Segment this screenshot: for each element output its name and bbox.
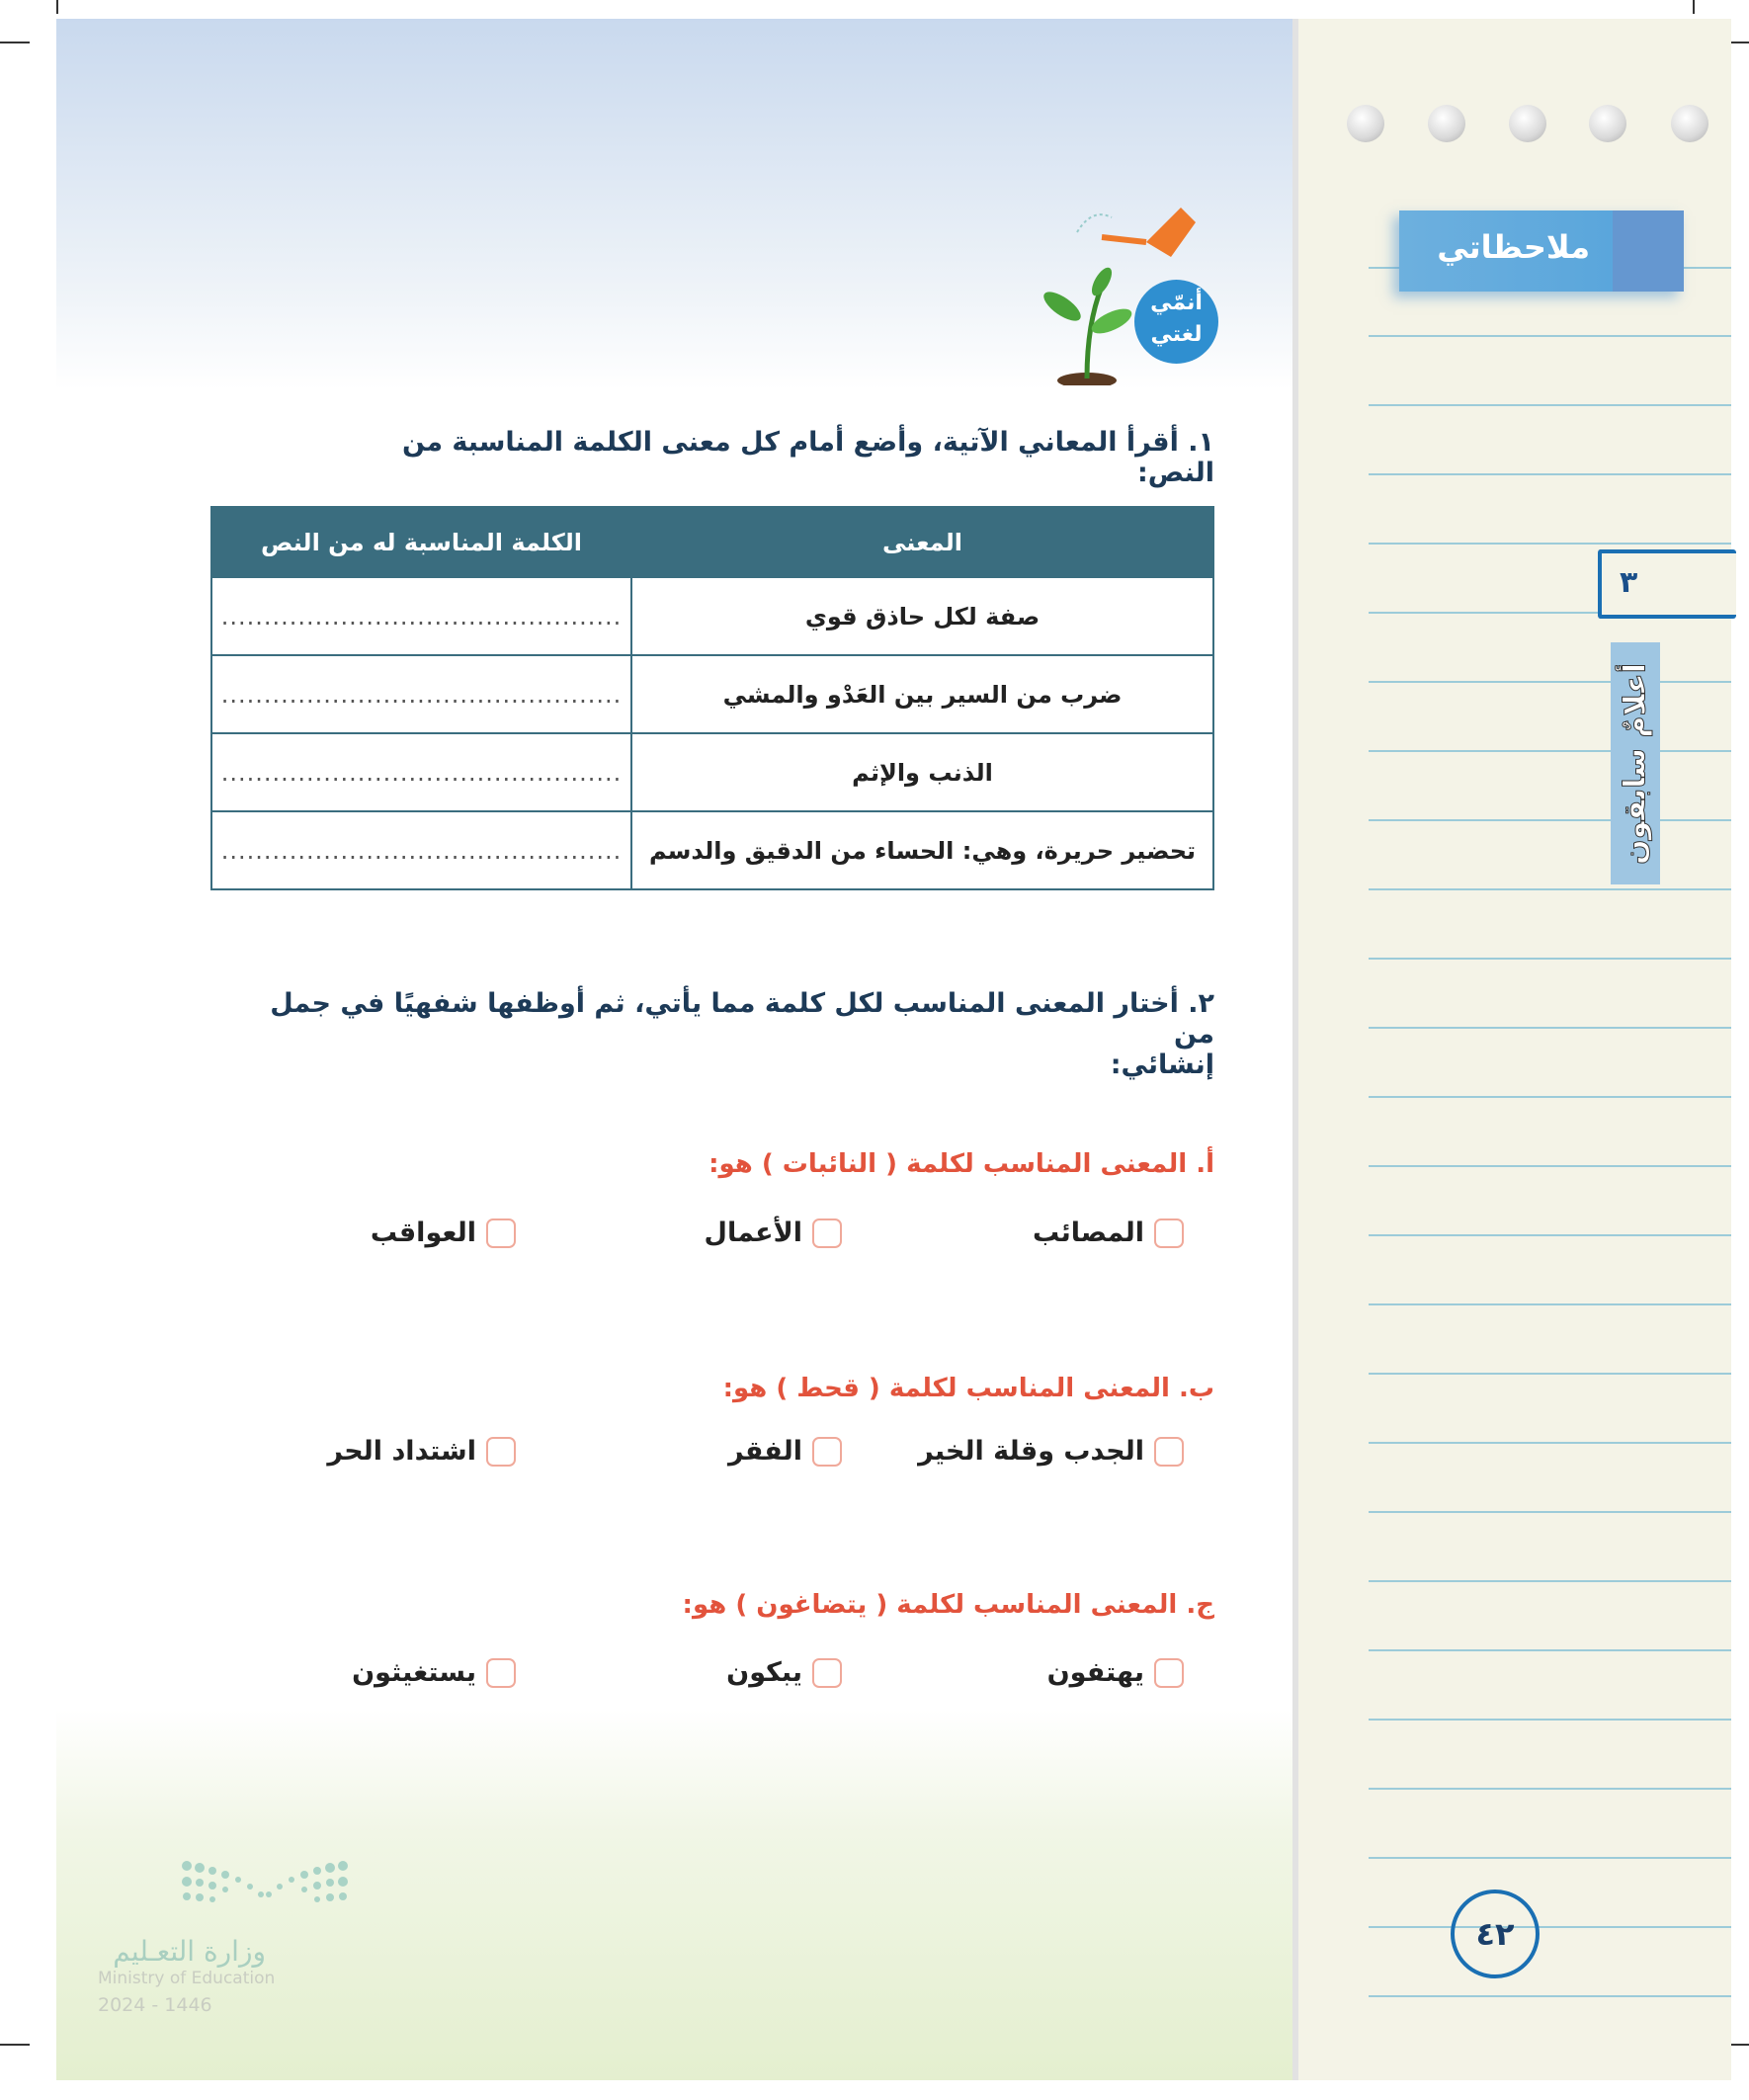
checkbox[interactable] (1154, 1658, 1184, 1688)
answer-field[interactable]: ............................................... (211, 655, 631, 733)
binder-hole-icon (1509, 105, 1546, 142)
table-row: ضرب من السير بين العَدْو والمشي ............................................... (211, 655, 1213, 733)
checkbox[interactable] (812, 1658, 842, 1688)
option-b2[interactable]: الفقر (728, 1436, 842, 1467)
table-row: صفة لكل حاذق قوي ............................................... (211, 577, 1213, 655)
checkbox[interactable] (1154, 1437, 1184, 1467)
meanings-table (210, 506, 1214, 890)
logo-dots-icon (182, 1858, 439, 1917)
table-row: الذنب والإثم ............................................... (211, 733, 1213, 811)
checkbox[interactable] (486, 1658, 516, 1688)
notes-title: ملاحظاتي (1437, 228, 1590, 266)
question-2-title: ٢. أختار المعنى المناسب لكل كلمة مما يأتي، ثم أوظفها شفهيًا في جمل من (270, 988, 1214, 1050)
option-a2[interactable]: الأعمال (705, 1218, 842, 1248)
unit-number-box: ٣ (1598, 549, 1736, 619)
page-number: ٤٢ (1451, 1890, 1540, 1978)
answer-field[interactable]: ............................................... (211, 811, 631, 889)
badge-my-language: أنمّي لغتي (1134, 280, 1218, 364)
item-b-prompt: ب. المعنى المناسب لكلمة ( قحط ) هو: (722, 1374, 1214, 1403)
option-b1[interactable]: الجدب وقلة الخير (918, 1436, 1184, 1467)
option-c3[interactable]: يستغيثون (352, 1657, 516, 1688)
option-a1[interactable]: المصائب (1033, 1218, 1184, 1248)
ministry-logo: وزارة التعـليم Ministry of Education 2024 - 1446 (98, 1858, 355, 2021)
option-a3[interactable]: العواقب (371, 1218, 516, 1248)
checkbox[interactable] (1154, 1218, 1184, 1248)
header-meaning: المعنى (631, 507, 1213, 577)
question-1-title: ١. أقرأ المعاني الآتية، وأضع أمام كل معنى الكلمة المناسبة من النص: (402, 427, 1214, 488)
option-b3[interactable]: اشتداد الحر (327, 1436, 516, 1467)
item-c-prompt: ج. المعنى المناسب لكلمة ( يتضاغون ) هو: (682, 1590, 1214, 1620)
binder-hole-icon (1428, 105, 1465, 142)
header-word: الكلمة المناسبة له من النص (211, 507, 631, 577)
binder-hole-icon (1671, 105, 1708, 142)
binder-hole-icon (1347, 105, 1384, 142)
answer-field[interactable]: ............................................... (211, 733, 631, 811)
option-c2[interactable]: يبكون (726, 1657, 842, 1688)
unit-title-ribbon: أعلامٌ سابقون (1611, 642, 1660, 884)
binder-hole-icon (1589, 105, 1626, 142)
option-c1[interactable]: يهتفون (1047, 1657, 1184, 1688)
question-2-title-cont: إنشائي: (1110, 1050, 1214, 1080)
checkbox[interactable] (812, 1218, 842, 1248)
table-row: تحضير حريرة، وهي: الحساء من الدقيق والدسم ............................................... (211, 811, 1213, 889)
notes-sidebar (1292, 19, 1731, 2080)
answer-field[interactable]: ............................................... (211, 577, 631, 655)
checkbox[interactable] (486, 1218, 516, 1248)
checkbox[interactable] (812, 1437, 842, 1467)
checkbox[interactable] (486, 1437, 516, 1467)
notes-banner (1399, 210, 1684, 292)
item-a-prompt: أ. المعنى المناسب لكلمة ( النائبات ) هو: (708, 1149, 1214, 1179)
